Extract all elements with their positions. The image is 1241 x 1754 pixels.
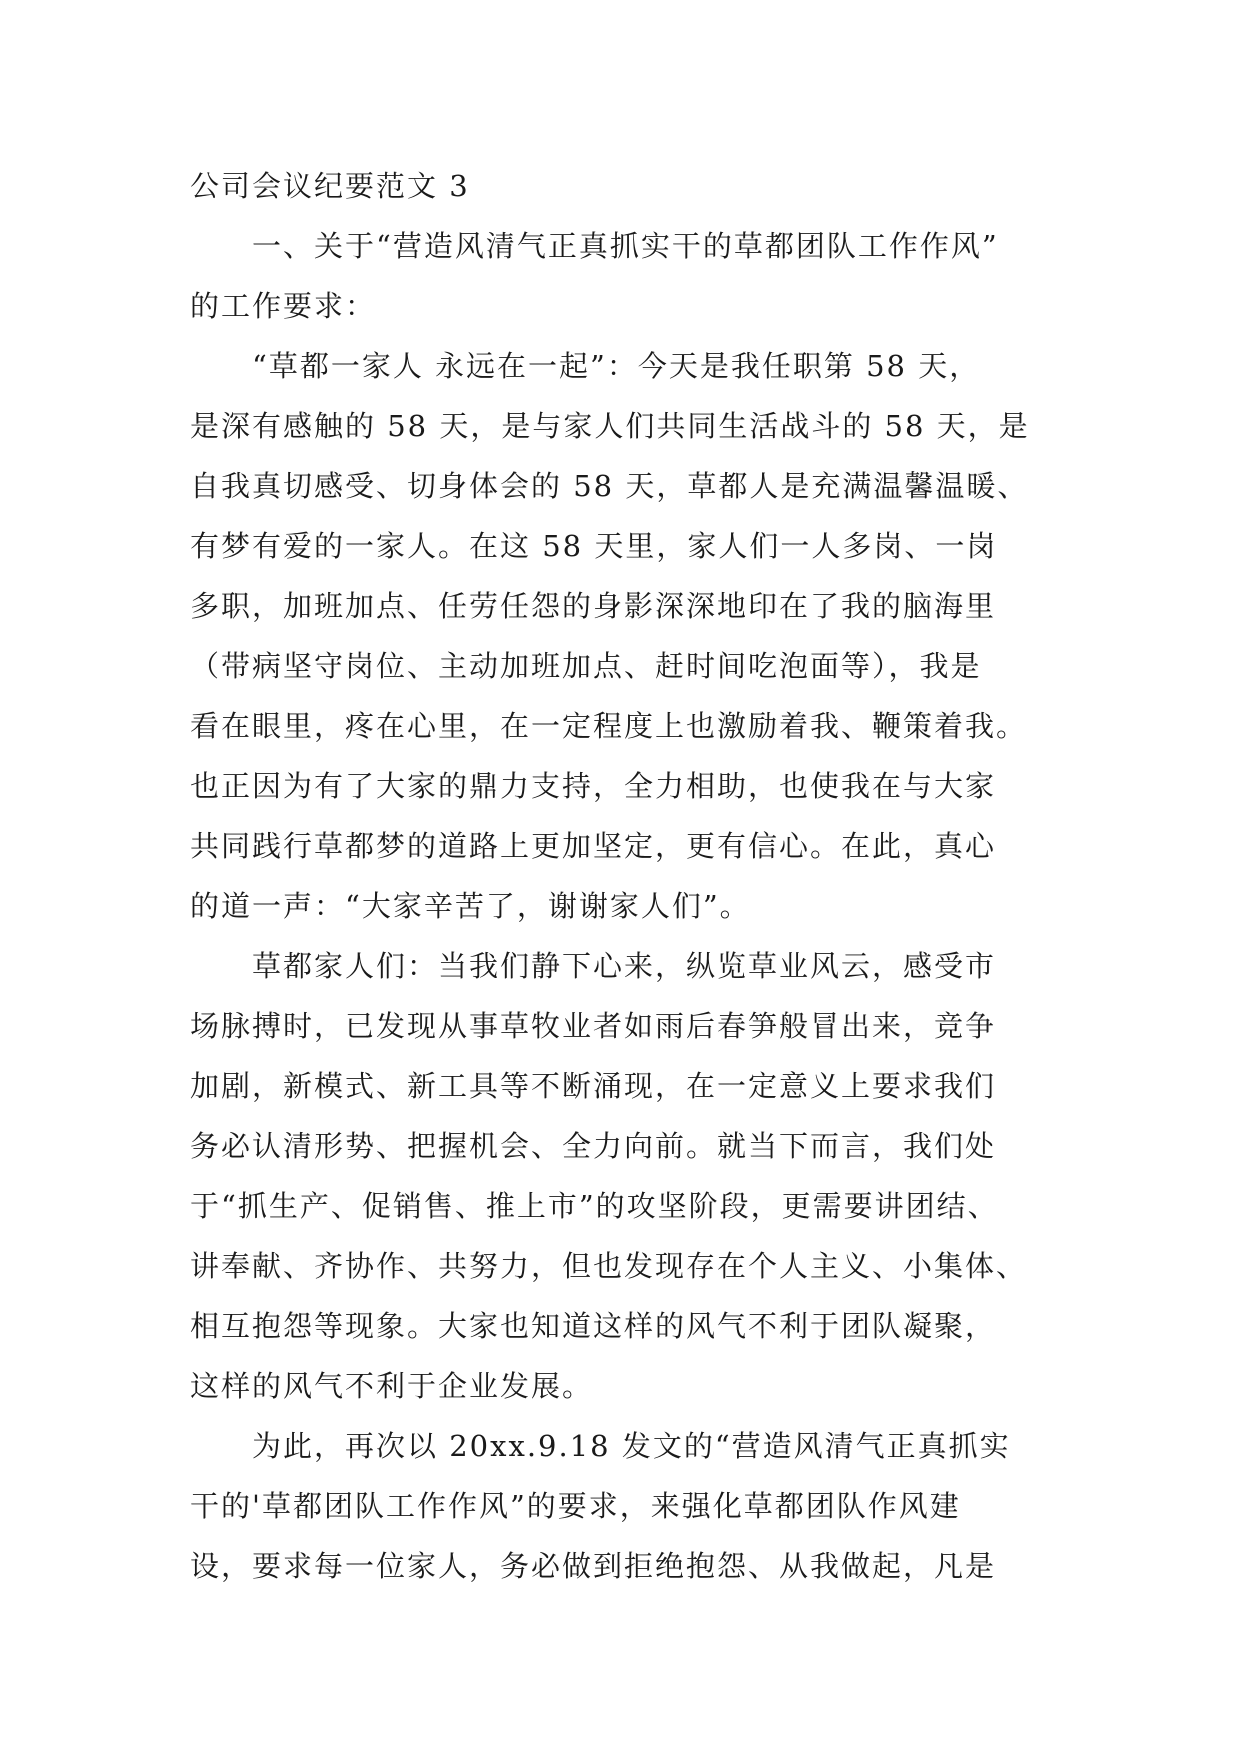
text-line: 多职，加班加点、任劳任怨的身影深深地印在了我的脑海里 [190, 589, 997, 623]
text-line: 务必认清形势、把握机会、全力向前。就当下而言，我们处 [190, 1129, 997, 1163]
text-line: 于“抓生产、促销售、推上市”的攻坚阶段，更需要讲团结、 [190, 1189, 999, 1223]
text-line: 草都家人们：当我们静下心来，纵览草业风云，感受市 [190, 949, 997, 983]
text-line: 为此，再次以 20xx.9.18 发文的“营造风清气正真抓实 [190, 1429, 1011, 1463]
text-line: 是深有感触的 58 天，是与家人们共同生活战斗的 58 天，是 [190, 409, 1030, 443]
text-line: 的道一声：“大家辛苦了，谢谢家人们”。 [190, 889, 751, 923]
text-line: 讲奉献、齐协作、共努力，但也发现存在个人主义、小集体、 [190, 1249, 1028, 1283]
text-line: 共同践行草都梦的道路上更加坚定，更有信心。在此，真心 [190, 829, 997, 863]
document-body [190, 216, 1050, 1596]
text-line: 也正因为有了大家的鼎力支持，全力相助，也使我在与大家 [190, 769, 997, 803]
text-line: 看在眼里，疼在心里，在一定程度上也激励着我、鞭策着我。 [190, 709, 1028, 743]
text-line: （带病坚守岗位、主动加班加点、赶时间吃泡面等），我是 [190, 649, 982, 683]
text-line: 一、关于“营造风清气正真抓实干的草都团队工作作风” [190, 229, 999, 263]
text-line: 设，要求每一位家人，务必做到拒绝抱怨、从我做起，凡是 [190, 1549, 997, 1583]
text-line: 自我真切感受、切身体会的 58 天，草都人是充满温馨温暖、 [190, 469, 1029, 503]
text-line: 干的'草都团队工作作风”的要求，来强化草都团队作风建 [190, 1489, 961, 1523]
text-line: 有梦有爱的一家人。在这 58 天里，家人们一人多岗、一岗 [190, 529, 998, 563]
text-line: 场脉搏时，已发现从事草牧业者如雨后春笋般冒出来，竞争 [190, 1009, 997, 1043]
text-line: 这样的风气不利于企业发展。 [190, 1369, 594, 1403]
text-line: 加剧，新模式、新工具等不断涌现，在一定意义上要求我们 [190, 1069, 997, 1103]
text-line: 的工作要求： [190, 289, 377, 323]
text-line: 相互抱怨等现象。大家也知道这样的风气不利于团队凝聚， [190, 1309, 997, 1343]
text-line: “草都一家人 永远在一起”：今天是我任职第 58 天， [190, 349, 981, 383]
document-title: 公司会议纪要范文 3 [190, 169, 470, 203]
